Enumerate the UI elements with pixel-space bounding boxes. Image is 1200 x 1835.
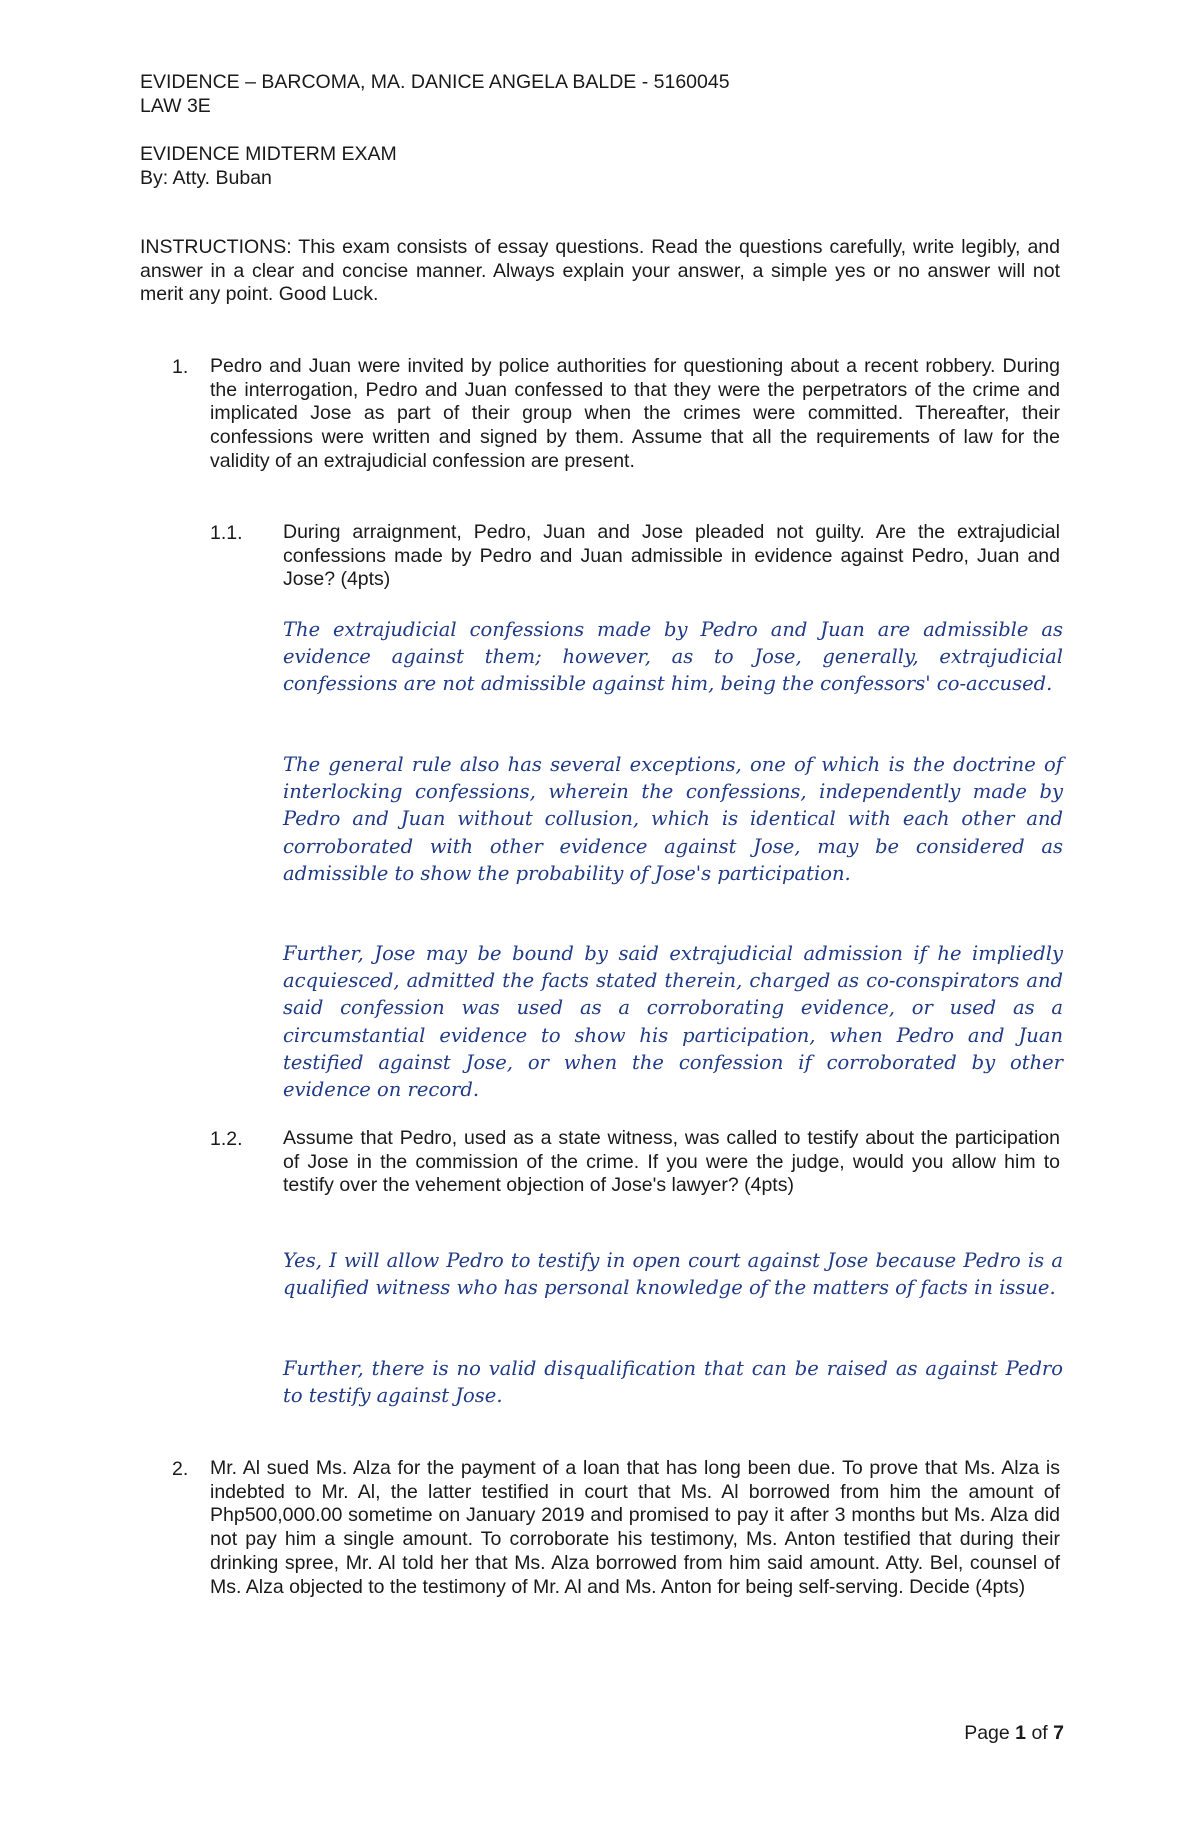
answer-1-1-paragraph-3: Further, Jose may be bound by said extrajudicial admission if he impliedly acquiesced, admitted the facts stated therein, charged as co-conspirators and said confession was used as a corroborating evidence, or used as a circumstantial evidence to show his participation, when Pedro and Juan testified against Jose, or when the confession if corroborated by other evidence on record. [283,942,1063,1102]
question-1-1-number: 1.1. [210,522,243,544]
instructions: INSTRUCTIONS: This exam consists of essay questions. Read the questions carefully, write legibly, and answer in a clear and concise manner. Always explain your answer, a simple yes or no answer will not merit any point. Good Luck. [140,236,1060,306]
answer-1-2-paragraph-1: Yes, I will allow Pedro to testify in open court against Jose because Pedro is a qualified witness who has personal knowledge of the matters of facts in issue. [283,1249,1063,1300]
exam-author: By: Atty. Buban [140,167,272,189]
footer-current-page: 1 [1015,1722,1027,1744]
answer-1-1-paragraph-2: The general rule also has several exceptions, one of which is the doctrine of interlocking confessions, wherein the confessions, independently made by Pedro and Juan without collusion, which is identical with each other and corroborated with other evidence against Jose, may be considered as admissible to show the probability of Jose's participation. [283,753,1063,885]
question-1-2-text: Assume that Pedro, used as a state witness, was called to testify about the participation of Jose in the commission of the crime. If you were the judge, would you allow him to testify over the vehement objection of Jose's lawyer? (4pts) [283,1127,1060,1197]
header-line-1: EVIDENCE – BARCOMA, MA. DANICE ANGELA BALDE - 5160045 [140,71,730,93]
question-1-text: Pedro and Juan were invited by police authorities for questioning about a recent robbery. During the interrogation, Pedro and Juan confessed to that they were the perpetrators of the crime and implicated Jose as part of their group when the crimes were committed. Thereafter, their confessions were written and signed by them. Assume that all the requirements of law for the validity of an extrajudicial confession are present. [210,355,1060,472]
footer-total-pages: 7 [1053,1722,1064,1744]
header-line-2: LAW 3E [140,95,211,117]
page-footer [964,1721,1064,1745]
answer-1-1-paragraph-1: The extrajudicial confessions made by Pedro and Juan are admissible as evidence against them; however, as to Jose, generally, extrajudicial confessions are not admissible against him, being the confessors' co-accused. [283,618,1063,696]
question-2-text: Mr. Al sued Ms. Alza for the payment of a loan that has long been due. To prove that Ms. Alza is indebted to Mr. Al, the latter testified in court that Ms. Al borrowed from him the amount of Php500,000.00 sometime on January 2019 and promised to pay it after 3 months but Ms. Alza did not pay him a single amount. To corroborate his testimony, Ms. Anton testified that during their drinking spree, Mr. Al told her that Ms. Alza borrowed from him said amount. Atty. Bel, counsel of Ms. Alza objected to the testimony of Mr. Al and Ms. Anton for being self-serving. Decide (4pts) [210,1457,1060,1598]
question-2-number: 2. [172,1458,189,1480]
footer-of-word: of [1031,1722,1048,1744]
question-1-2-number: 1.2. [210,1128,243,1150]
exam-title: EVIDENCE MIDTERM EXAM [140,143,397,165]
question-1-number: 1. [172,356,189,378]
answer-1-2-paragraph-2: Further, there is no valid disqualification that can be raised as against Pedro to testify against Jose. [283,1357,1063,1408]
question-1-1-text: During arraignment, Pedro, Juan and Jose pleaded not guilty. Are the extrajudicial confessions made by Pedro and Juan admissible in evidence against Pedro, Juan and Jose? (4pts) [283,521,1060,591]
footer-page-word: Page [964,1722,1010,1744]
